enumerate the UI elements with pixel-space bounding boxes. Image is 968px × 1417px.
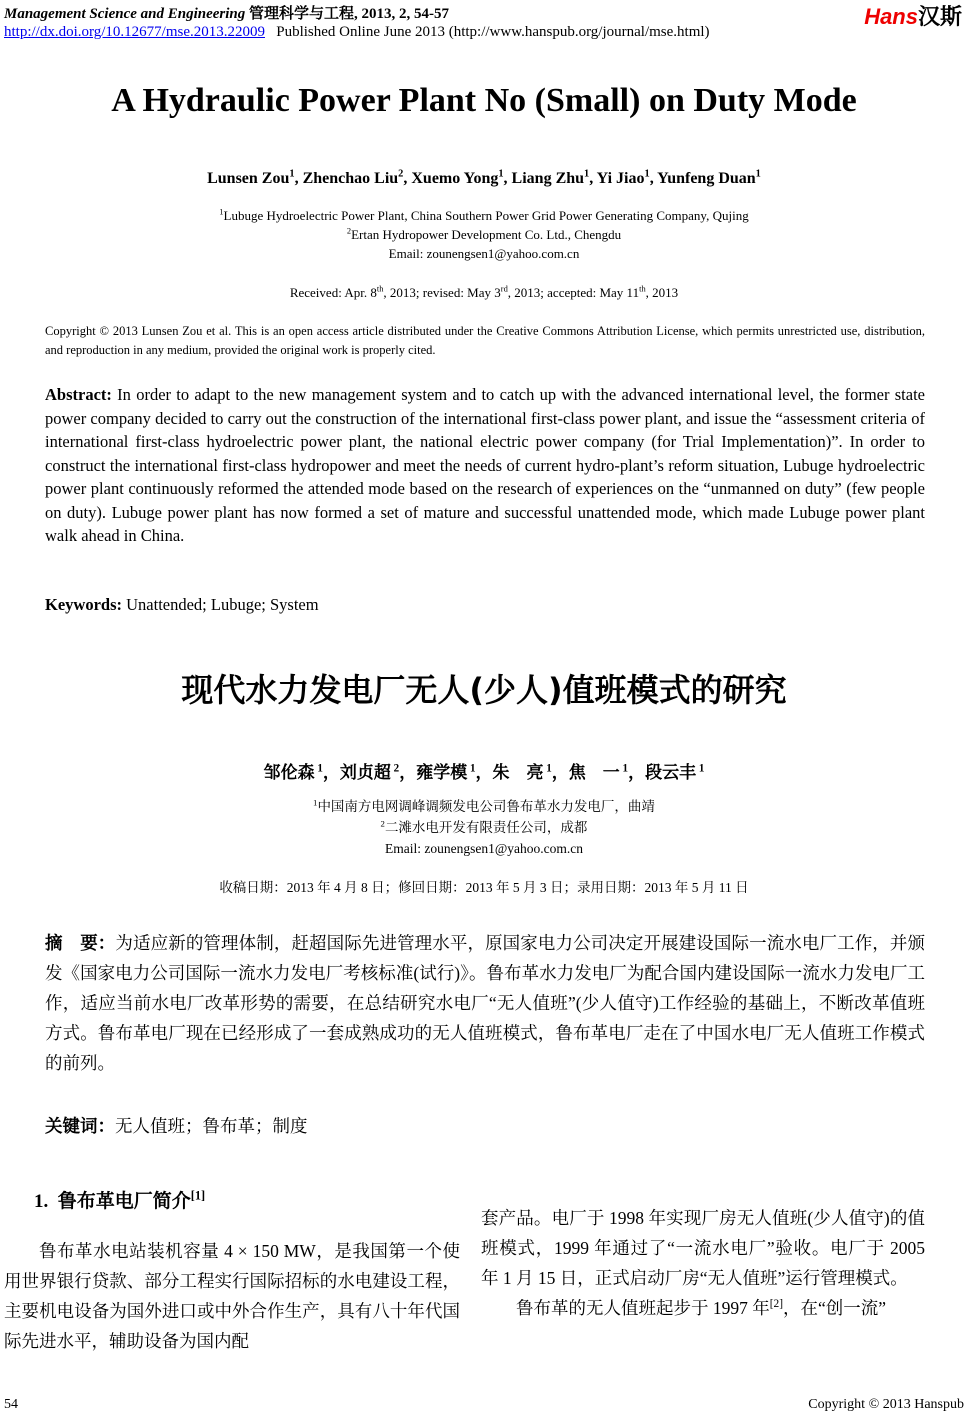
author-aff: 1 bbox=[696, 762, 705, 775]
t: , 2013; revised: May 3 bbox=[383, 285, 501, 300]
abstract-text: In order to adapt to the new management system and to catch up with the advanced international level, the former state power company decided to carry out the construction of the international first-class power plant, and issue the “assessment criteria of international first-class hydroelectric power plant, the national electric power company (for Trial Implementation)”. In order to construct the international first-class hydropower and meet the needs of current hydro-plant’s reform situation, Lubuge hydroelectric power plant continuously reformed the attended mode based on the research of experiences on the “unmanned on duty” (few people on duty). Lubuge power plant has now formed a set of mature and successful unattended mode, which made Lubuge power plant walk ahead in China. bbox=[45, 385, 925, 545]
author-name: Liang Zhu bbox=[511, 170, 585, 187]
t: ，在“创一流” bbox=[783, 1298, 887, 1318]
t: th bbox=[376, 283, 384, 294]
aff-num: 1 bbox=[219, 206, 224, 217]
affiliation bbox=[0, 796, 968, 817]
doi-line bbox=[4, 24, 710, 41]
separator: , bbox=[294, 170, 303, 187]
aff-text: Lubuge Hydroelectric Power Plant, China Southern Power Grid Power Generating Company, Qujing bbox=[223, 208, 749, 223]
author-aff: 1 bbox=[543, 762, 552, 775]
separator: ， bbox=[399, 763, 417, 782]
author-aff: 1 bbox=[289, 168, 295, 180]
author-name: Zhenchao Liu bbox=[302, 170, 399, 187]
separator: , bbox=[503, 170, 512, 187]
author-name: Yi Jiao bbox=[596, 170, 645, 187]
author-name: 焦 一 bbox=[568, 763, 620, 782]
affiliation bbox=[0, 225, 968, 244]
affiliation bbox=[0, 817, 968, 838]
paragraph: 套产品。电厂于 1998 年实现厂房无人值班(少人值守)的值班模式，1999 年通过了“一流水电厂”验收。电厂于 2005 年 1 月 15 日，正式启动厂房“无人值班”运行管理模式。 bbox=[481, 1208, 925, 1288]
abstract-label-cn: 摘 要： bbox=[45, 933, 116, 953]
doi-link[interactable]: http://dx.doi.org/10.12677/mse.2013.22009 bbox=[4, 24, 265, 40]
citation: , 2013, 2, 54-57 bbox=[354, 6, 450, 22]
t: th bbox=[639, 283, 646, 294]
affiliation bbox=[0, 206, 968, 225]
email-cn: Email: zounengsen1@yahoo.com.cn bbox=[384, 841, 583, 856]
aff-num: 2 bbox=[380, 818, 385, 829]
keywords-label: Keywords: bbox=[45, 595, 122, 614]
paper-title-cn: 现代水力发电厂无人(少人)值班模式的研究 bbox=[181, 671, 787, 709]
abstract-cn bbox=[45, 928, 925, 1078]
aff-text: Ertan Hydropower Development Co. Ltd., Chengdu bbox=[351, 227, 622, 242]
section-heading bbox=[34, 1186, 205, 1213]
abstract-label: Abstract: bbox=[45, 385, 112, 404]
published-note: Published Online June 2013 (http://www.hanspub.org/journal/mse.html) bbox=[276, 24, 710, 40]
separator: , bbox=[589, 170, 597, 187]
email: Email: zounengsen1@yahoo.com.cn bbox=[388, 246, 580, 261]
abstract-text-cn: 为适应新的管理体制，赶超国际先进管理水平，原国家电力公司决定开展建设国际一流水电厂工作，并颁发《国家电力公司国际一流水力发电厂考核标准(试行)》。鲁布革水力发电厂为配合国内建设国际一流水力发电厂工作，适应当前水电厂改革形势的需要，在总结研究水电厂“无人值班”(少人值守)工作经验的基础上，不断改革值班方式。鲁布革电厂现在已经形成了一套成熟成功的无人值班模式，鲁布革电厂走在了中国水电厂无人值班工作模式的前列。 bbox=[45, 933, 926, 1073]
author-name: 段云丰 bbox=[645, 763, 697, 782]
aff-num: 1 bbox=[313, 797, 318, 808]
author-name: 邹伦森 bbox=[263, 763, 315, 782]
author-aff: 1 bbox=[619, 762, 629, 775]
journal-header bbox=[4, 2, 449, 23]
affiliations bbox=[0, 206, 968, 263]
author-name: Lunsen Zou bbox=[207, 170, 290, 187]
author-name: Yunfeng Duan bbox=[657, 170, 756, 187]
separator: ， bbox=[628, 763, 646, 782]
author-name: 雍学模 bbox=[416, 763, 468, 782]
dates-cn: 收稿日期：2013 年 4 月 8 日；修回日期：2013 年 5 月 3 日；录用日期：2013 年 5 月 11 日 bbox=[219, 880, 749, 895]
section-title: 鲁布革电厂简介 bbox=[57, 1191, 191, 1212]
journal-name-cn: 管理科学与工程 bbox=[249, 6, 355, 22]
journal-name: Management Science and Engineering bbox=[4, 6, 246, 22]
section-number: 1. bbox=[34, 1191, 49, 1212]
author-name: Xuemo Yong bbox=[411, 170, 499, 187]
t: Received: Apr. 8 bbox=[289, 285, 377, 300]
t: , 2013; accepted: May 11 bbox=[507, 285, 640, 300]
author-aff: 1 bbox=[314, 762, 323, 775]
left-column bbox=[4, 1236, 460, 1356]
separator: , bbox=[403, 170, 412, 187]
citation-ref[interactable]: [1] bbox=[190, 1188, 206, 1203]
paper-title: A Hydraulic Power Plant No (Small) on Duty Mode bbox=[111, 82, 857, 119]
keywords-text: Unattended; Lubuge; System bbox=[122, 595, 319, 614]
author-aff: 1 bbox=[467, 762, 476, 775]
keywords-label-cn: 关键词： bbox=[45, 1116, 115, 1136]
footer-copyright: Copyright © 2013 Hanspub bbox=[808, 1397, 964, 1412]
citation-ref[interactable]: [2] bbox=[769, 1298, 783, 1311]
keywords bbox=[45, 595, 319, 615]
hans-logo bbox=[864, 0, 962, 31]
aff-text: 二滩水电开发有限责任公司，成都 bbox=[384, 820, 588, 835]
paragraph bbox=[481, 1293, 925, 1323]
paragraph: 鲁布革水电站装机容量 4 × 150 MW，是我国第一个使用世界银行贷款、部分工程实行国际招标的水电建设工程，主要机电设备为国外进口或中外合作生产，具有八十年代国际先进水平，辅助设备为国内配 bbox=[4, 1241, 460, 1351]
aff-num: 2 bbox=[346, 225, 352, 236]
keywords-cn bbox=[45, 1113, 308, 1138]
right-column bbox=[481, 1203, 925, 1323]
t: rd bbox=[500, 283, 508, 294]
abstract bbox=[45, 383, 925, 548]
author-name: 刘贞超 bbox=[339, 763, 391, 782]
author-aff: 2 bbox=[398, 168, 404, 180]
author-aff: 1 bbox=[584, 168, 590, 180]
page-number: 54 bbox=[4, 1397, 18, 1412]
t: 鲁布革的无人值班起步于 1997 年 bbox=[516, 1298, 770, 1318]
affiliations-cn bbox=[0, 796, 968, 859]
author-name: 朱 亮 bbox=[492, 763, 544, 782]
received-dates bbox=[0, 283, 968, 302]
author-list bbox=[0, 170, 968, 188]
separator: ， bbox=[322, 763, 340, 782]
author-aff: 1 bbox=[644, 168, 650, 180]
author-aff: 2 bbox=[390, 762, 400, 775]
separator: ， bbox=[475, 763, 493, 782]
separator: , bbox=[649, 170, 658, 187]
author-aff: 1 bbox=[498, 168, 504, 180]
t: , 2013 bbox=[645, 285, 679, 300]
author-list-cn bbox=[0, 758, 968, 783]
separator: ， bbox=[551, 763, 569, 782]
keywords-text-cn: 无人值班；鲁布革；制度 bbox=[115, 1116, 308, 1136]
logo-cn: 汉斯 bbox=[917, 4, 962, 29]
author-aff: 1 bbox=[755, 168, 761, 180]
aff-text: 中国南方电网调峰调频发电公司鲁布革水力发电厂，曲靖 bbox=[317, 799, 655, 814]
logo-en: Hans bbox=[864, 4, 918, 29]
copyright-note: Copyright © 2013 Lunsen Zou et al. This is an open access article distributed under the Creative Commons Attribution License, which permits unrestricted use, distribution, and reproduction in any medium, provided the original work is properly cited. bbox=[45, 324, 925, 357]
